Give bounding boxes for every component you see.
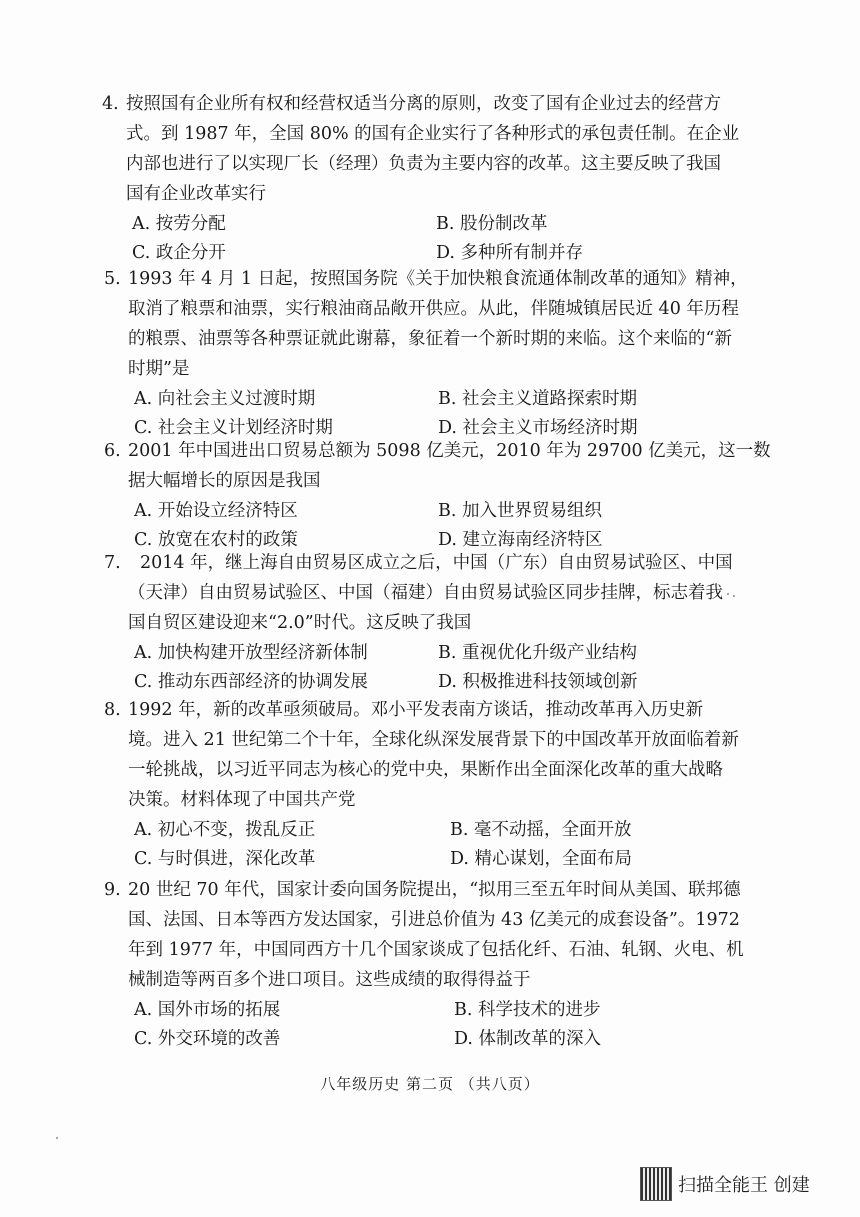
scan-speck [733,595,735,597]
question-number: 6. [104,441,121,461]
option-c: C. 政企分开 [132,243,226,263]
question-6 [104,436,771,554]
question-7 [104,548,733,696]
option-c: C. 推动东西部经济的协调发展 [134,672,368,692]
option-a: A. 按劳分配 [132,214,226,234]
option-d: D. 建立海南经济特区 [438,530,603,550]
options-row [104,667,724,696]
option-d: D. 精心谋划，全面布局 [450,849,633,869]
question-stem-line: （天津）自由贸易试验区、中国（福建）自由贸易试验区同步挂牌，标志着我 [128,583,723,603]
options-row [104,384,724,413]
options-row [102,209,722,238]
options-row [104,1024,724,1053]
question-stem-line: 国、法国、日本等西方发达国家，引进总价值为 43 亿美元的成套设备”。1972 [128,910,740,930]
question-stem-line: 7. 2014 年，继上海自由贸易区成立之后，中国（广东）自由贸易试验区、中国 [104,548,724,578]
option-a: A. 国外市场的拓展 [134,1000,281,1020]
question-number: 5. [104,269,121,289]
question-8 [104,695,739,873]
option-c: C. 外交环境的改善 [134,1029,281,1049]
options-row [104,815,724,844]
scanner-watermark [640,1166,840,1202]
scan-speck [727,593,729,595]
question-stem-line: 据大幅增长的原因是我国 [128,471,321,491]
question-stem-line: 决策。材料体现了中国共产党 [128,790,356,810]
question-5 [104,264,748,442]
question-stem-line: 的粮票、油票等各种票证就此谢幕，象征着一个新时期的来临。这个来临的“新 [128,329,732,349]
option-b: B. 科学技术的进步 [454,1000,601,1020]
question-number: 9. [104,880,121,900]
option-b: B. 毫不动摇，全面开放 [450,820,632,840]
option-b: B. 社会主义道路探索时期 [438,389,637,409]
option-b: B. 重视优化升级产业结构 [438,643,637,663]
question-stem-line: 4. 按照国有企业所有权和经营权适当分离的原则，改变了国有企业过去的经营方 [102,89,722,119]
question-stem-line: 5. 1993 年 4 月 1 日起，按照国务院《关于加快粮食流通体制改革的通知》精神， [104,264,724,294]
question-stem-line: 内部也进行了以实现厂长（经理）负责为主要内容的改革。这主要反映了我国 [126,154,721,174]
question-9 [104,875,744,1053]
page-footer: 八年级历史 第二页 （共八页） [320,1075,540,1093]
question-stem-line: 国自贸区建设迎来“2.0”时代。这反映了我国 [128,613,472,633]
question-number: 4. [102,94,119,114]
options-row [102,238,722,267]
question-number: 7. [104,553,121,573]
question-stem-line: 时期”是 [128,359,190,379]
option-b: B. 股份制改革 [436,214,548,234]
question-stem-line: 式。到 1987 年，全国 80% 的国有企业实行了各种形式的承包责任制。在企业 [126,124,740,144]
option-a: A. 向社会主义过渡时期 [134,389,316,409]
question-stem-line: 械制造等两百多个进口项目。这些成绩的取得得益于 [128,970,531,990]
options-row [104,844,724,873]
question-4 [102,89,740,267]
option-d: D. 积极推进科技领域创新 [438,672,638,692]
option-a: A. 开始设立经济特区 [134,501,298,521]
watermark-text: 扫描全能王 创建 [678,1175,810,1196]
options-row [104,638,724,667]
options-row [104,496,724,525]
option-c: C. 社会主义计划经济时期 [134,418,333,438]
option-a: A. 初心不变，拨乱反正 [134,820,316,840]
option-c: C. 放宽在农村的政策 [134,530,298,550]
options-row [104,995,724,1024]
option-a: A. 加快构建开放型经济新体制 [134,643,368,663]
question-stem-line: 境。进入 21 世纪第二个十年，全球化纵深发展背景下的中国改革开放面临着新 [128,730,739,750]
scan-speck [56,1137,58,1139]
option-d: D. 体制改革的深入 [454,1029,602,1049]
option-b: B. 加入世界贸易组织 [438,501,602,521]
question-number: 8. [104,700,121,720]
question-stem-line: 一轮挑战，以习近平同志为核心的党中央，果断作出全面深化改革的重大战略 [128,760,723,780]
qr-code-icon [640,1167,672,1201]
question-stem-line: 8. 1992 年，新的改革亟须破局。邓小平发表南方谈话，推动改革再入历史新 [104,695,724,725]
question-stem-line: 取消了粮票和油票，实行粮油商品敞开供应。从此，伴随城镇居民近 40 年历程 [128,299,739,319]
option-d: D. 多种所有制并存 [436,243,584,263]
option-d: D. 社会主义市场经济时期 [438,418,638,438]
question-stem-line: 国有企业改革实行 [126,184,266,204]
question-stem-line: 年到 1977 年，中国同西方十几个国家谈成了包括化纤、石油、轧钢、火电、机 [128,940,744,960]
question-stem-line: 9. 20 世纪 70 年代，国家计委向国务院提出，“拟用三至五年时间从美国、联邦德 [104,875,724,905]
option-c: C. 与时俱进，深化改革 [134,849,316,869]
question-stem-line: 6. 2001 年中国进出口贸易总额为 5098 亿美元，2010 年为 29700 亿美元，这一数 [104,436,724,466]
